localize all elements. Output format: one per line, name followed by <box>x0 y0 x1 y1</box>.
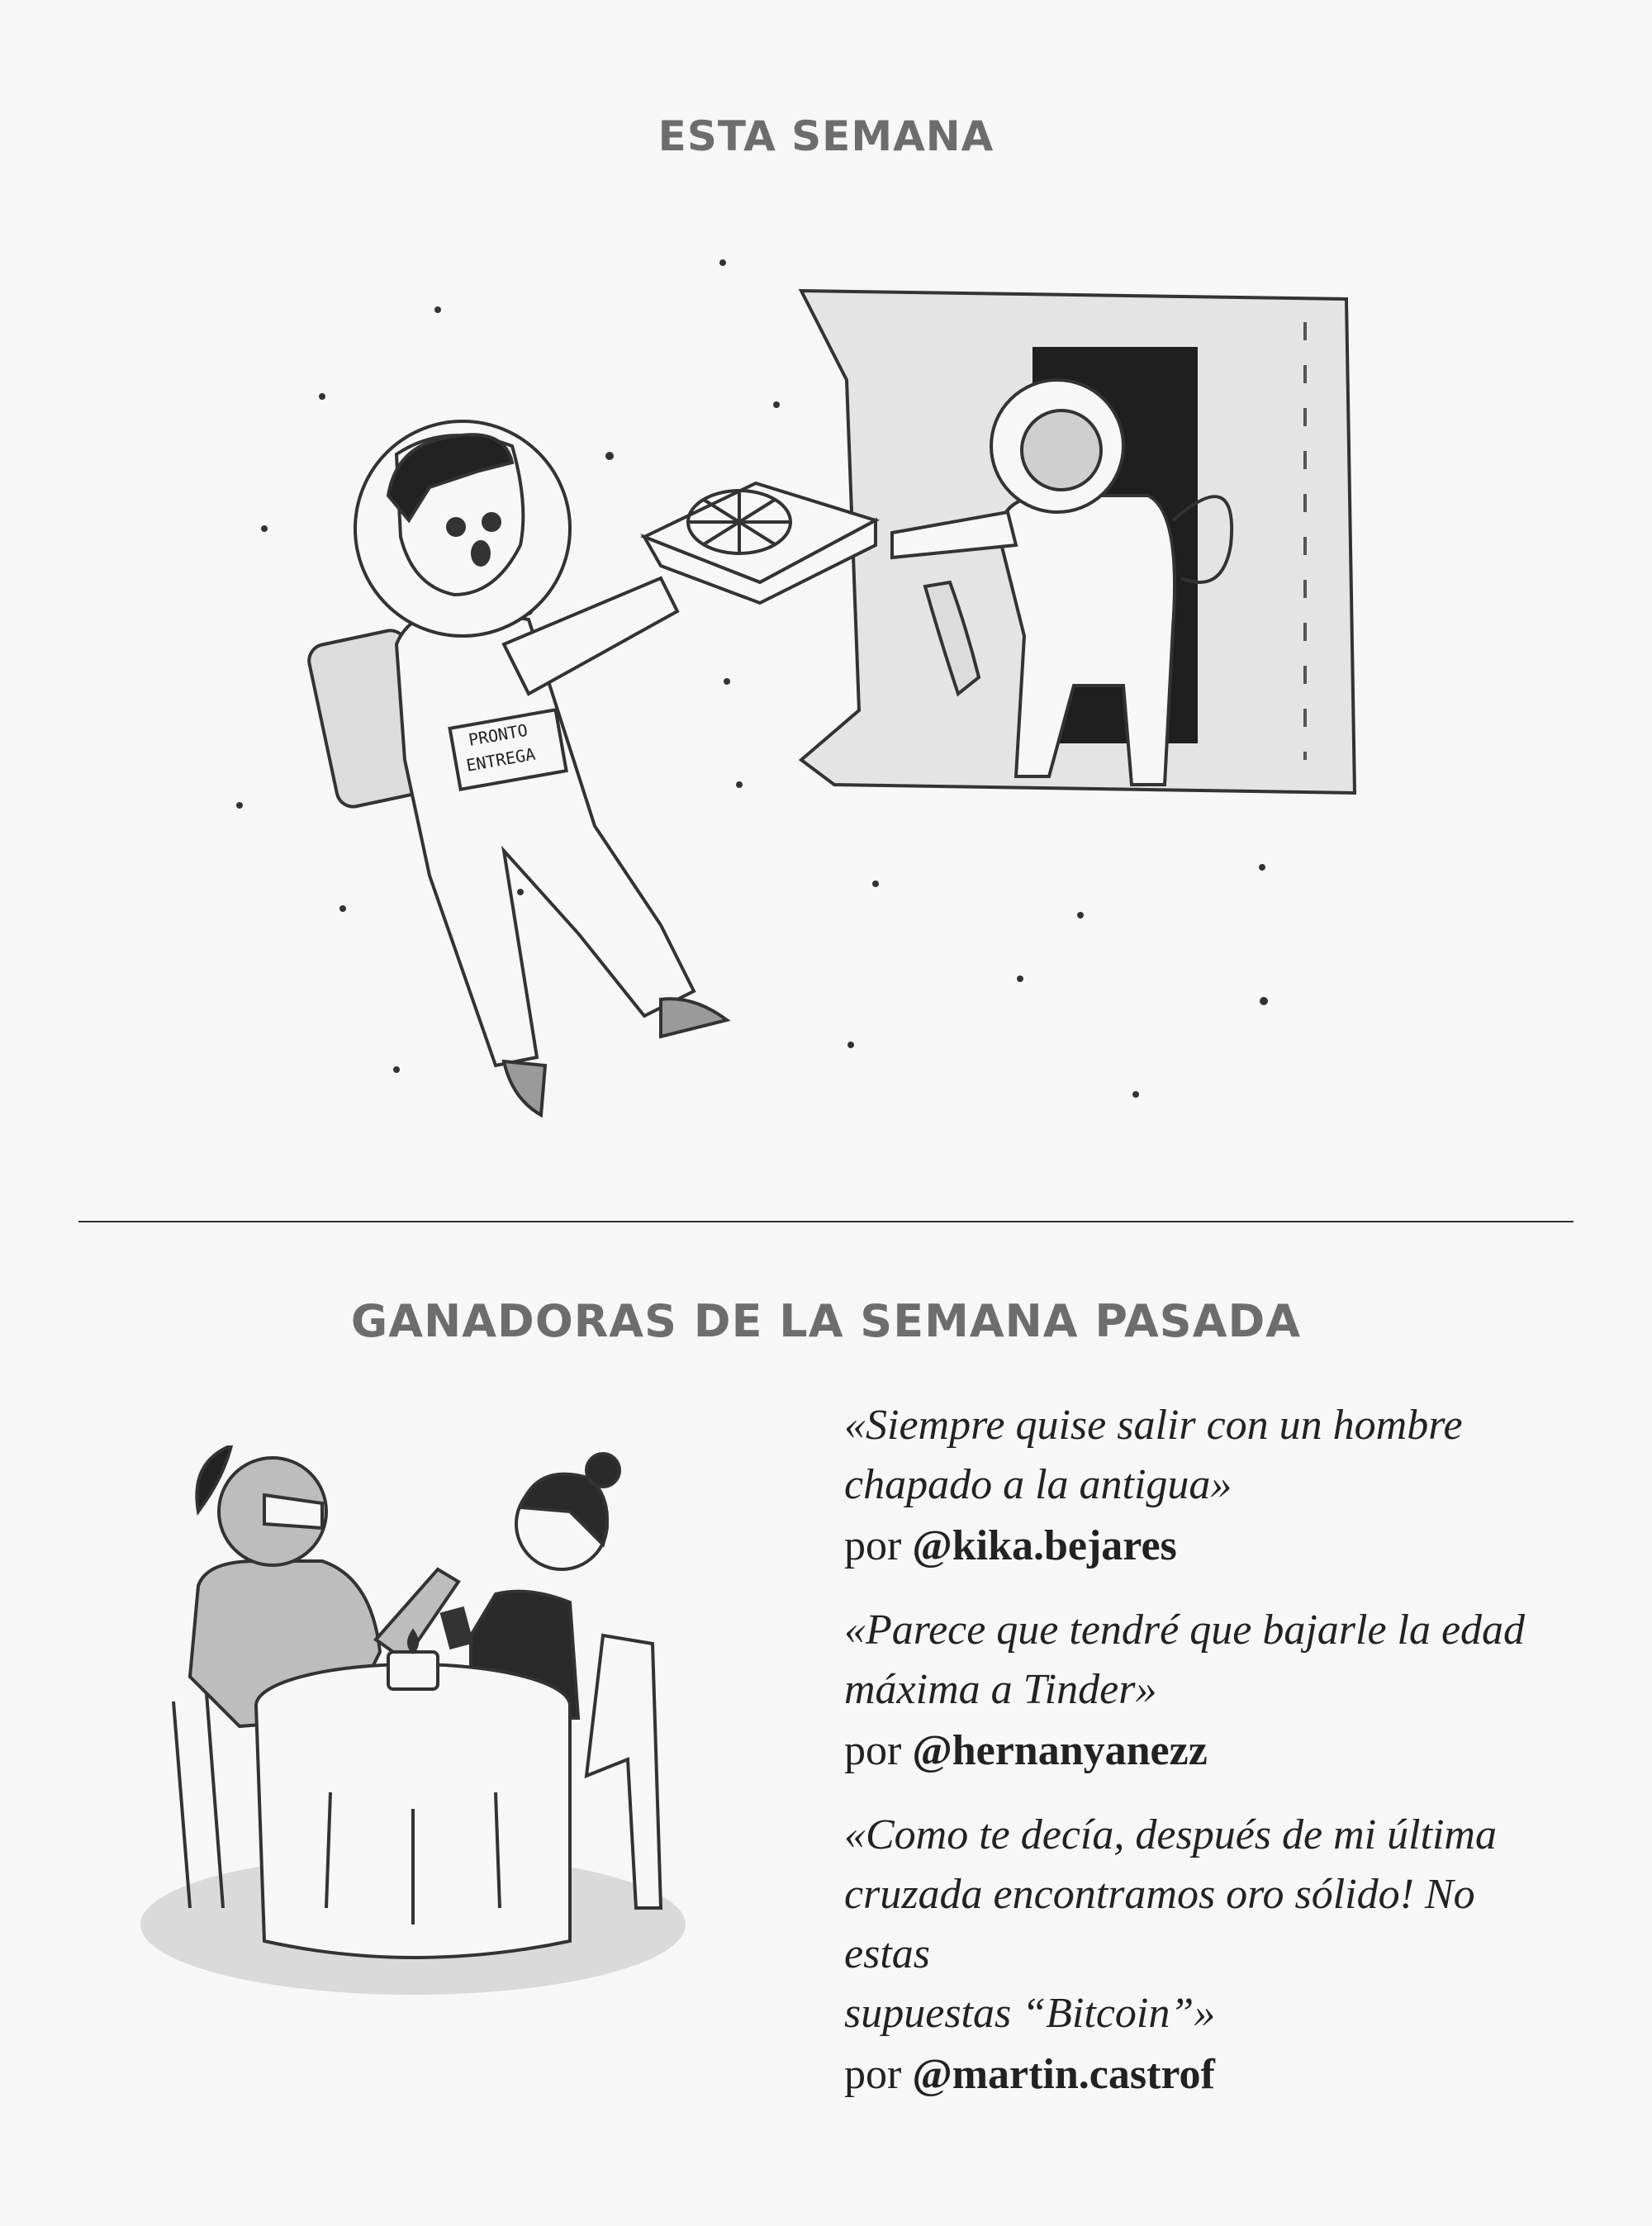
star-dot <box>773 401 780 408</box>
star-dot <box>847 1042 854 1048</box>
section-divider <box>78 1221 1574 1222</box>
star-dot <box>719 259 726 266</box>
star-dot <box>1077 912 1084 918</box>
quote-line: «Parece que tendré que bajarle la edad <box>844 1607 1526 1654</box>
badge-text-pronto: PRONTO <box>467 719 529 750</box>
star-dot <box>517 889 524 895</box>
star-dot <box>1260 997 1268 1005</box>
pizza-box <box>644 483 876 603</box>
author-handle[interactable]: @martin.castrof <box>912 2051 1215 2098</box>
astronaut-pizza-illustration <box>231 248 1437 1156</box>
winner-author <box>844 1721 1571 1781</box>
star-dot <box>339 905 346 912</box>
star-dot <box>261 525 268 532</box>
quote-line: cruzada encontramos oro sólido! No estas <box>844 1871 1475 1977</box>
winner-entry <box>844 1806 1571 2105</box>
quote-line: «Como te decía, después de mi última <box>844 1811 1497 1858</box>
quote-line: «Siempre quise salir con un hombre <box>844 1402 1463 1449</box>
quote-line: chapado a la antigua» <box>844 1461 1232 1508</box>
table <box>256 1664 570 1958</box>
winner-author <box>844 1516 1571 1576</box>
star-dot <box>434 306 441 313</box>
star-dot <box>393 1066 400 1073</box>
chair-right <box>586 1635 661 1908</box>
author-prefix: por <box>844 2051 902 2098</box>
section-title-this-week: ESTA SEMANA <box>657 112 995 160</box>
star-dot <box>605 452 614 460</box>
badge-text-entrega: ENTREGA <box>464 743 537 776</box>
author-handle[interactable]: @hernanyanezz <box>912 1727 1208 1774</box>
winner-entry <box>844 1396 1571 1576</box>
star-dot <box>724 678 730 685</box>
winner-quote <box>844 1806 1571 2043</box>
knight-date-illustration <box>140 1445 719 2007</box>
author-prefix: por <box>844 1727 902 1774</box>
author-handle[interactable]: @kika.bejares <box>912 1522 1177 1569</box>
star-dot <box>736 781 743 788</box>
winner-author <box>844 2045 1571 2105</box>
star-dot <box>1132 1091 1139 1098</box>
author-prefix: por <box>844 1522 902 1569</box>
star-dot <box>872 880 879 887</box>
delivery-astronaut <box>306 421 727 1115</box>
winners-list <box>844 1396 1571 2129</box>
quote-line: máxima a Tinder» <box>844 1666 1157 1713</box>
section-title-winners: GANADORAS DE LA SEMANA PASADA <box>350 1295 1302 1347</box>
star-dot <box>319 393 325 400</box>
star-dot <box>1259 864 1265 871</box>
chair-left <box>173 1693 223 1908</box>
winner-entry <box>844 1601 1571 1781</box>
winner-quote <box>844 1396 1571 1515</box>
star-dot <box>1017 975 1023 982</box>
winner-quote <box>844 1601 1571 1720</box>
quote-line: supuestas “Bitcoin”» <box>844 1990 1216 2037</box>
star-dot <box>236 802 243 809</box>
